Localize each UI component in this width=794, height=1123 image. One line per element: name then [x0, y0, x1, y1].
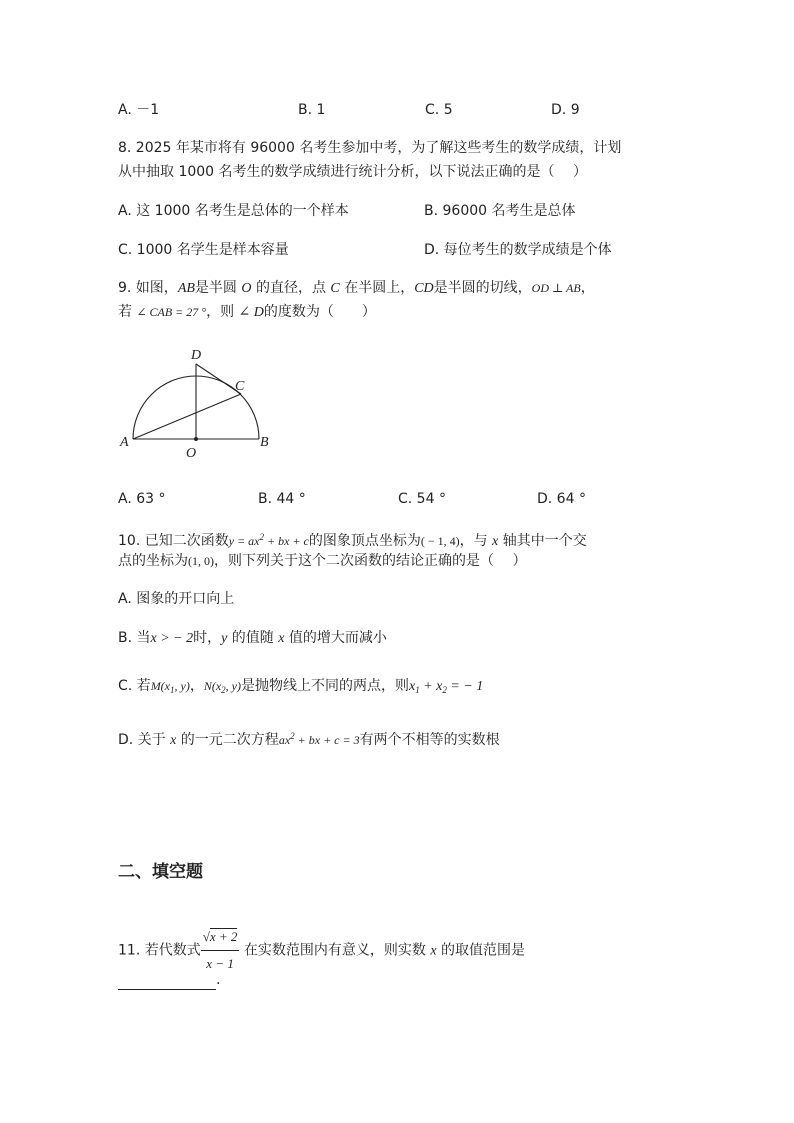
q9-option-b: B. 44 ° [258, 491, 306, 507]
q10-stem-line1: 10. 已知二次函数$y = ax^2$ + bx + c的图象顶点坐标为( − 1, 4)，与 x 轴其中一个交 [118, 532, 587, 549]
q9-option-a: A. 63 ° [118, 491, 166, 507]
q9-option-c: C. 54 ° [398, 491, 446, 507]
q8-option-c: C. 1000 名学生是样本容量 [118, 242, 289, 258]
q10-option-a: A. 图象的开口向上 [118, 591, 235, 607]
q7-option-d: D. 9 [551, 102, 580, 118]
q8-stem-line1: 8. 2025 年某市将有 96000 名考生参加中考，为了解这些考生的数学成绩，计划 [118, 140, 622, 156]
section-heading-fill-in: 二、填空题 [118, 862, 203, 882]
q7-option-c: C. 5 [425, 102, 453, 118]
segment-ac [133, 394, 241, 439]
label-c: C [235, 379, 245, 394]
q10-option-b: B. 当x > − 2时，y 的值随 x 值的增大而减小 [118, 630, 387, 646]
label-o: O [186, 446, 197, 461]
q8-option-b: B. 96000 名考生是总体 [424, 203, 576, 219]
q9-stem-line1: 9. 如图，AB是半圆 O 的直径，点 C 在半圆上，CD是半圆的切线，OD ⊥ AB， [118, 280, 595, 296]
q8-stem-line2: 从中抽取 1000 名考生的数学成绩进行统计分析，以下说法正确的是（ ） [118, 164, 587, 180]
q9-option-d: D. 64 ° [537, 491, 586, 507]
label-b: B [260, 435, 269, 450]
q10-option-c: C. 若$M(x_1$, y)，$N(x_2$, y)是抛物线上不同的两点，则$x_1 + x_2$ = − 1 [118, 678, 484, 695]
q7-option-b: B. 1 [298, 102, 326, 118]
q9-stem-line2: 若 ∠ CAB = 27 °，则 ∠ D的度数为（ ） [118, 304, 376, 320]
q9-semicircle-figure [115, 342, 295, 462]
q11-answer-line: . [118, 970, 220, 990]
q11-stem: 11. 若代数式 $\frac{√x + 2}{x - 1}$ 在实数范围内有意义，则实数 x 的取值范围是 [118, 924, 525, 977]
q10-stem-line2: 点的坐标为(1, 0)，则下列关于这个二次函数的结论正确的是（ ） [118, 553, 527, 569]
q11-fraction: $\frac{√x + 2}{x - 1}$ [201, 924, 240, 977]
q10-option-d: D. 关于 x 的一元二次方程$ax^2$ + bx + c = 3有两个不相等的实数根 [118, 731, 500, 748]
center-point-o [194, 437, 198, 441]
q8-option-a: A. 这 1000 名考生是总体的一个样本 [118, 203, 349, 219]
q7-option-a: A. －1 [118, 102, 160, 118]
sqrt-sign: √ [202, 929, 210, 944]
q8-option-d: D. 每位考生的数学成绩是个体 [424, 242, 612, 258]
label-a: A [120, 435, 129, 450]
answer-blank[interactable] [118, 975, 216, 990]
label-d: D [191, 348, 202, 363]
